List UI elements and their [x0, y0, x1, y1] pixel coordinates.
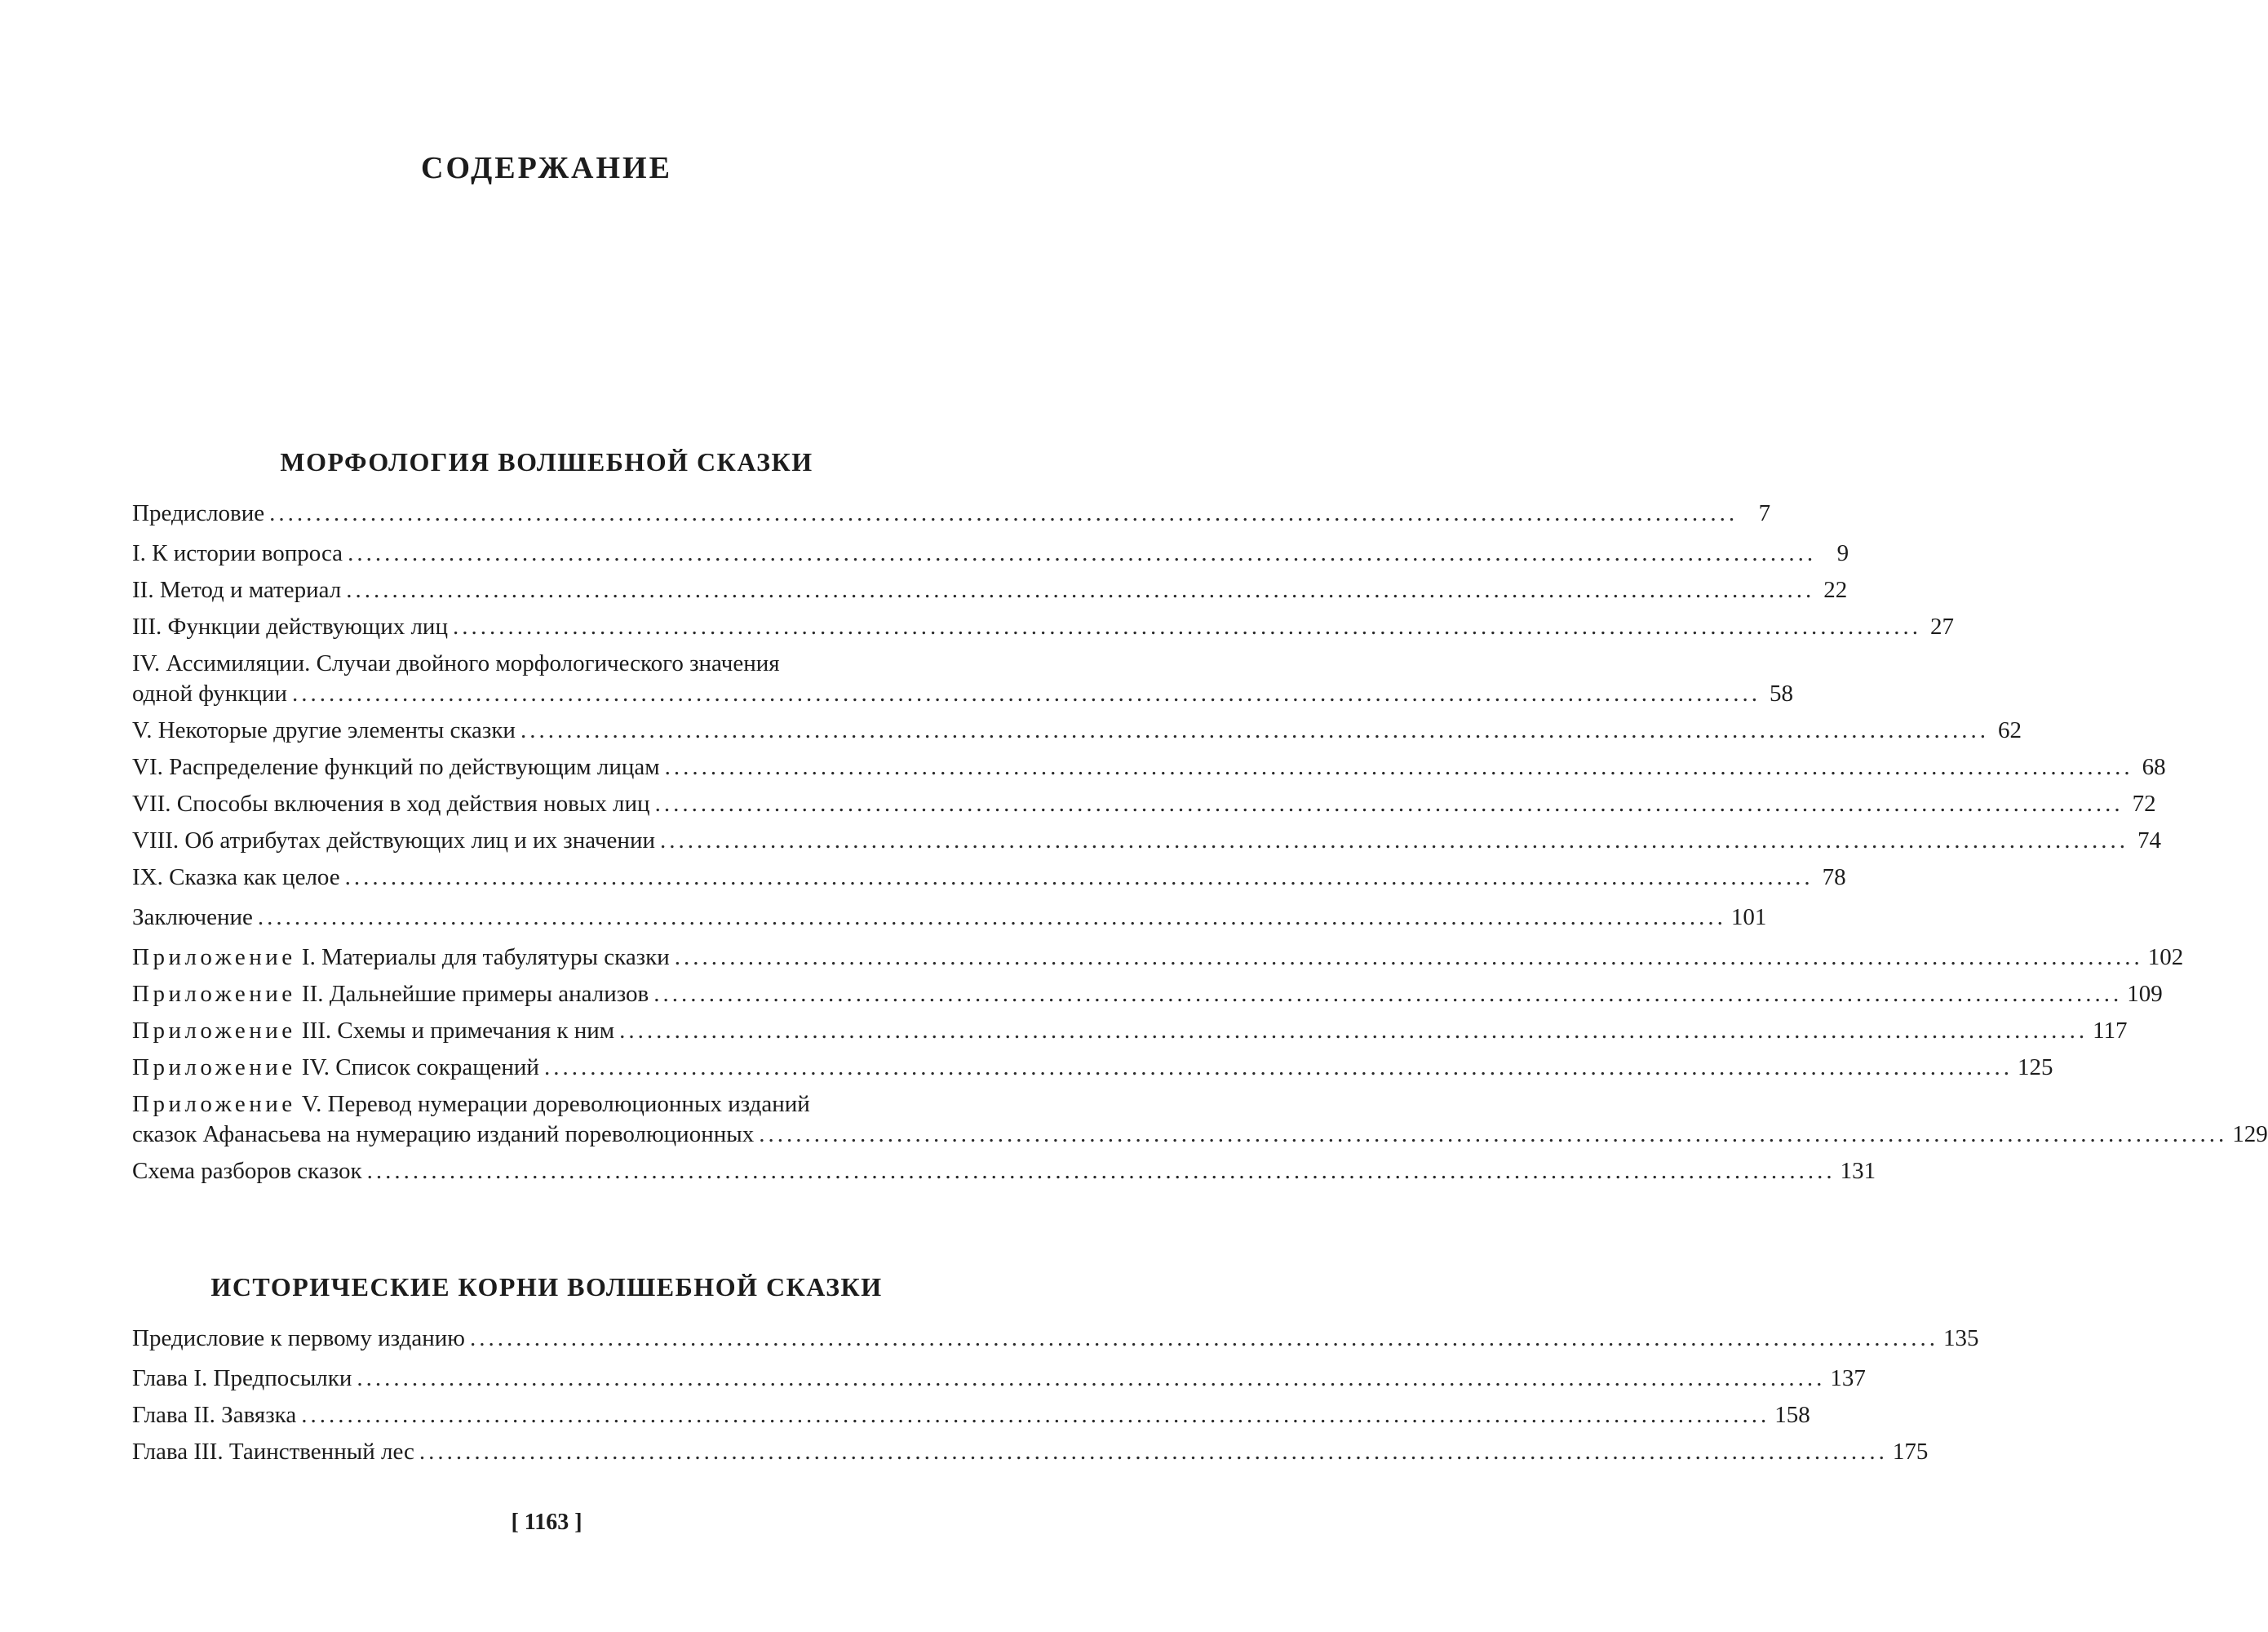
leader-dots: ................................................................................................................................................................	[366, 1158, 1836, 1184]
toc-morphology	[132, 499, 2268, 1193]
leader-dots: ................................................................................................................................................................	[419, 1439, 1888, 1465]
toc-entry	[132, 1016, 2128, 1046]
toc-entry-page: 102	[2147, 944, 2184, 970]
toc-entry-label: I. Материалы для табулятуры сказки	[301, 944, 670, 970]
leader-dots: ................................................................................................................................................................	[543, 1054, 2013, 1080]
toc-entry	[132, 1156, 1876, 1186]
toc-entry-label: VII. Способы включения в ход действия новых лиц	[132, 791, 650, 817]
toc-entry-label: III. Функции действующих лиц	[132, 614, 448, 640]
toc-entry-last-line	[132, 1120, 2268, 1150]
toc-entry-page: 135	[1942, 1325, 1979, 1351]
toc-entry	[132, 1053, 2053, 1083]
section-title-historical-roots: ИСТОРИЧЕСКИЕ КОРНИ ВОЛШЕБНОЙ СКАЗКИ	[210, 1272, 883, 1302]
toc-entry-label: Глава I. Предпосылки	[132, 1365, 352, 1391]
toc-entry	[132, 649, 1793, 709]
toc-entry-page: 72	[2132, 791, 2156, 817]
leader-dots: ................................................................................................................................................................	[520, 717, 1989, 743]
leader-dots: ................................................................................................................................................................	[619, 1018, 2089, 1044]
toc-entry-page: 7	[1758, 500, 1771, 526]
toc-entry	[132, 979, 2163, 1009]
toc-entry	[132, 1437, 1929, 1467]
toc-entry-page: 175	[1892, 1439, 1929, 1465]
leader-dots: ................................................................................................................................................................	[653, 981, 2123, 1007]
toc-entry-label-wrap	[132, 942, 670, 973]
leader-dots: ................................................................................................................................................................	[452, 614, 1921, 640]
toc-entry	[132, 902, 1767, 933]
leader-dots: ................................................................................................................................................................	[759, 1121, 2228, 1147]
toc-entry	[132, 942, 2184, 973]
toc-entry	[132, 789, 2156, 819]
toc-entry-page: 62	[1997, 717, 2022, 743]
toc-entry-label: Глава II. Завязка	[132, 1402, 297, 1428]
toc-entry-page: 101	[1730, 904, 1767, 930]
toc-entry	[132, 1364, 1866, 1394]
toc-entry-page: 74	[2137, 827, 2161, 854]
toc-entry-page: 22	[1823, 577, 1848, 603]
toc-entry-label: I. К истории вопроса	[132, 540, 343, 566]
toc-entry-label: IV. Список сокращений	[301, 1054, 539, 1080]
toc-entry	[132, 575, 1848, 605]
toc-entry-label: Предисловие к первому изданию	[132, 1325, 465, 1351]
toc-entry-label: V. Некоторые другие элементы сказки	[132, 717, 516, 743]
toc-entry	[132, 1400, 1810, 1430]
toc-entry	[132, 1089, 2268, 1150]
toc-entry-page: 131	[1840, 1158, 1876, 1184]
page-number: [ 1163 ]	[511, 1510, 583, 1535]
section-title-morphology: МОРФОЛОГИЯ ВОЛШЕБНОЙ СКАЗКИ	[280, 447, 813, 477]
leader-dots: ................................................................................................................................................................	[346, 577, 1815, 603]
leader-dots: ................................................................................................................................................................	[344, 864, 1814, 890]
toc-entry	[132, 752, 2166, 783]
toc-entry-label: III. Схемы и примечания к ним	[301, 1018, 615, 1044]
toc-entry-label: II. Метод и материал	[132, 577, 342, 603]
leader-dots: ................................................................................................................................................................	[469, 1325, 1938, 1351]
toc-entry	[132, 539, 1849, 569]
toc-entry-page: 125	[2017, 1054, 2053, 1080]
toc-entry-page: 27	[1929, 614, 1954, 640]
leader-dots: ................................................................................................................................................................	[357, 1365, 1826, 1391]
toc-entry-label: Глава III. Таинственный лес	[132, 1439, 414, 1465]
toc-entry	[132, 716, 2022, 746]
leader-dots: ................................................................................................................................................................	[654, 791, 2124, 817]
toc-entry-label: сказок Афанасьева на нумерацию изданий пореволюционных	[132, 1121, 755, 1147]
toc-entry-label: Схема разборов сказок	[132, 1158, 362, 1184]
leader-dots: ................................................................................................................................................................	[664, 754, 2133, 780]
leader-dots: ................................................................................................................................................................	[301, 1402, 1770, 1428]
toc-entry-page: 68	[2142, 754, 2166, 780]
toc-historical-roots	[132, 1324, 1979, 1474]
toc-entry-page: 58	[1769, 681, 1793, 707]
leader-dots: ................................................................................................................................................................	[257, 904, 1726, 930]
toc-entry-label: VI. Распределение функций по действующим лицам	[132, 754, 660, 780]
toc-entry	[132, 863, 1846, 893]
toc-entry-page: 109	[2127, 981, 2163, 1007]
toc-entry-label-wrap	[132, 1053, 539, 1083]
toc-entry-label: II. Дальнейшие примеры анализов	[301, 981, 649, 1007]
toc-entry-label-wrap	[132, 979, 649, 1009]
appendix-prefix: Приложение	[132, 1018, 296, 1044]
toc-entry-page: 158	[1774, 1402, 1810, 1428]
leader-dots: ................................................................................................................................................................	[674, 944, 2143, 970]
toc-entry-label: Предисловие	[132, 500, 265, 526]
toc-entry-first-line: IV. Ассимиляции. Случаи двойного морфологического значения	[132, 650, 780, 676]
toc-entry-label-wrap	[132, 1016, 614, 1046]
toc-entry-first-line	[132, 1089, 964, 1120]
leader-dots: ................................................................................................................................................................	[660, 827, 2128, 854]
appendix-prefix: Приложение	[132, 981, 296, 1007]
toc-entry-page: 117	[2093, 1018, 2128, 1044]
toc-entry-label: одной функции	[132, 681, 287, 707]
toc-entry-page: 78	[1822, 864, 1846, 890]
leader-dots: ................................................................................................................................................................	[291, 681, 1761, 707]
leader-dots: ................................................................................................................................................................	[269, 500, 1739, 526]
toc-entry	[132, 612, 1954, 642]
appendix-prefix: Приложение	[132, 1054, 296, 1080]
page-title: СОДЕРЖАНИЕ	[421, 151, 672, 185]
toc-entry-label: IX. Сказка как целое	[132, 864, 340, 890]
toc-entry-last-line	[132, 679, 1793, 709]
toc-entry-page: 137	[1830, 1365, 1866, 1391]
toc-entry-page: 9	[1836, 540, 1849, 566]
appendix-prefix: Приложение	[132, 1091, 296, 1117]
leader-dots: ................................................................................................................................................................	[348, 540, 1817, 566]
appendix-prefix: Приложение	[132, 944, 296, 970]
toc-entry-first-line-text: V. Перевод нумерации дореволюционных изданий	[301, 1091, 810, 1117]
toc-entry-page: 129	[2232, 1121, 2268, 1147]
toc-entry	[132, 826, 2161, 856]
toc-entry-label: VIII. Об атрибутах действующих лиц и их значении	[132, 827, 655, 854]
toc-entry	[132, 499, 1771, 529]
toc-entry	[132, 1324, 1979, 1354]
toc-entry-label: Заключение	[132, 904, 253, 930]
